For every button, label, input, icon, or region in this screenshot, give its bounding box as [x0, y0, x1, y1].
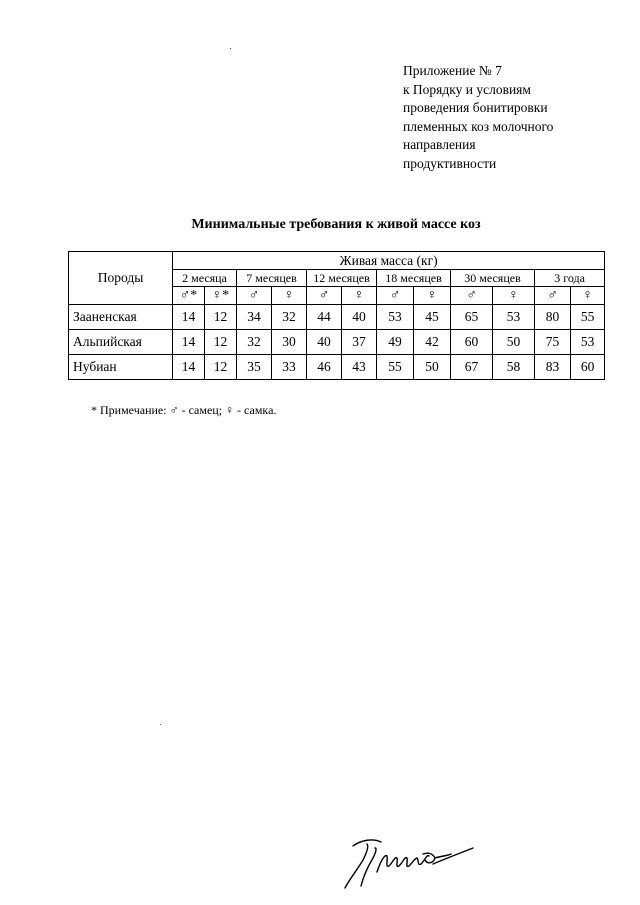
female-sign: ♀ — [414, 287, 451, 305]
mass-value: 14 — [173, 305, 205, 330]
handwritten-signature — [343, 836, 475, 892]
mass-value: 58 — [493, 355, 535, 380]
appendix-line: племенных коз молочного — [403, 118, 554, 134]
female-sign: ♀ — [571, 287, 605, 305]
appendix-line: Приложение № 7 — [403, 63, 502, 78]
male-sign: ♂ — [451, 287, 493, 305]
male-sign: ♂ — [377, 287, 414, 305]
male-sign: ♂ — [307, 287, 342, 305]
mass-value: 14 — [173, 355, 205, 380]
appendix-line: продуктивности — [403, 155, 497, 171]
breed-name: Зааненская — [69, 305, 173, 330]
female-sign: ♀ — [272, 287, 307, 305]
document-title: Минимальные требования к живой массе коз — [191, 217, 481, 232]
mass-value: 44 — [307, 305, 342, 330]
age-header: 2 месяца — [173, 270, 237, 287]
mass-value: 35 — [237, 355, 272, 380]
mass-value: 40 — [307, 330, 342, 355]
scan-speck — [160, 724, 161, 725]
mass-value: 50 — [493, 330, 535, 355]
female-sign: ♀ — [342, 287, 377, 305]
mass-value: 30 — [272, 330, 307, 355]
mass-value: 67 — [451, 355, 493, 380]
live-mass-table — [68, 251, 605, 380]
mass-value: 55 — [571, 305, 605, 330]
mass-value: 83 — [535, 355, 571, 380]
mass-value: 46 — [307, 355, 342, 380]
mass-value: 80 — [535, 305, 571, 330]
scan-speck — [230, 48, 231, 49]
age-header: 3 года — [535, 270, 605, 287]
table-row — [69, 330, 605, 355]
mass-value: 49 — [377, 330, 414, 355]
mass-value: 37 — [342, 330, 377, 355]
appendix-line: проведения бонитировки — [403, 100, 548, 115]
mass-value: 33 — [272, 355, 307, 380]
mass-value: 12 — [205, 355, 237, 380]
mass-value: 60 — [571, 355, 605, 380]
breed-name: Альпийская — [69, 330, 173, 355]
male-sign: ♂ — [237, 287, 272, 305]
male-sign: ♂* — [173, 287, 205, 305]
age-header: 7 месяцев — [237, 270, 307, 287]
mass-value: 53 — [571, 330, 605, 355]
live-mass-header: Живая масса (кг) — [173, 252, 605, 270]
mass-value: 12 — [205, 330, 237, 355]
male-sign: ♂ — [535, 287, 571, 305]
table-row — [69, 305, 605, 330]
mass-value: 34 — [237, 305, 272, 330]
age-header: 30 месяцев — [451, 270, 535, 287]
appendix-line: к Порядку и условиям — [403, 81, 531, 97]
breed-name: Нубиан — [69, 355, 173, 380]
mass-value: 42 — [414, 330, 451, 355]
female-sign: ♀* — [205, 287, 237, 305]
mass-value: 45 — [414, 305, 451, 330]
mass-value: 60 — [451, 330, 493, 355]
table-row — [69, 355, 605, 380]
breed-column-header: Породы — [69, 252, 173, 305]
female-sign: ♀ — [493, 287, 535, 305]
mass-value: 50 — [414, 355, 451, 380]
mass-value: 75 — [535, 330, 571, 355]
mass-value: 40 — [342, 305, 377, 330]
appendix-reference — [403, 62, 623, 173]
age-header: 12 месяцев — [307, 270, 377, 287]
mass-value: 14 — [173, 330, 205, 355]
mass-value: 53 — [493, 305, 535, 330]
mass-value: 32 — [272, 305, 307, 330]
mass-value: 55 — [377, 355, 414, 380]
mass-value: 53 — [377, 305, 414, 330]
appendix-line: направления — [403, 137, 476, 152]
mass-value: 65 — [451, 305, 493, 330]
footnote: * Примечание: ♂ - самец; ♀ - самка. — [91, 403, 277, 417]
mass-value: 12 — [205, 305, 237, 330]
mass-value: 32 — [237, 330, 272, 355]
mass-value: 43 — [342, 355, 377, 380]
age-header: 18 месяцев — [377, 270, 451, 287]
